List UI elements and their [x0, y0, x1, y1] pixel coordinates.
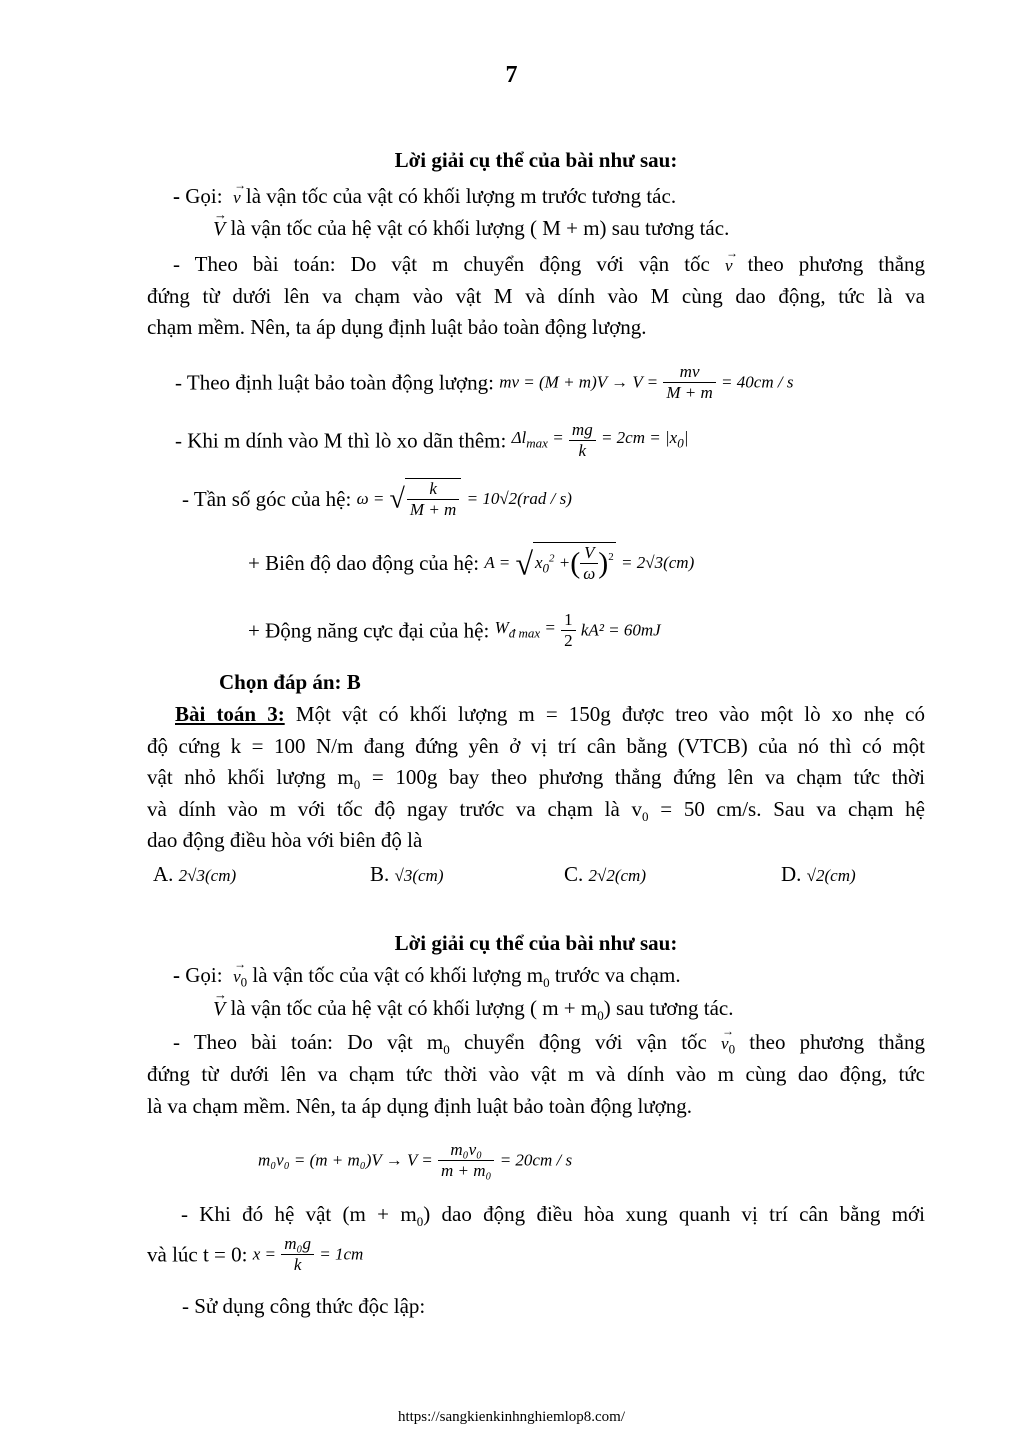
- eq-extension-rhs-end: |: [683, 427, 689, 447]
- goi-v0-text-a: là vận tốc của vật có khối lượng m: [252, 963, 544, 987]
- eq-amplitude-sqrt: √ $x_0^2$ +( $\frac{V}{\omega}$ )$^2$: [515, 543, 614, 583]
- eq-energy-sub: đ max: [508, 625, 541, 641]
- x0-sub: 0: [542, 560, 550, 576]
- v0-vec-sub-inline: 0: [728, 1041, 736, 1057]
- sol2-para2-line2-text: và lúc t = 0:: [147, 1242, 248, 1267]
- frac-den: m + m₀: [441, 1161, 492, 1180]
- frac-num: mv: [663, 362, 715, 383]
- answer-line: Chọn đáp án: B: [219, 670, 361, 694]
- v-vector-symbol: → v: [233, 184, 241, 212]
- eq-omega-lhs: ω =: [356, 489, 385, 508]
- v0-letter: v: [233, 967, 241, 986]
- eq-momentum-fraction: [663, 362, 715, 403]
- eq-extension-sub: max: [526, 435, 548, 451]
- problem3-text4b: = 50 cm/s. Sau va chạm hệ: [648, 797, 925, 821]
- eq-momentum-rhs: = 40cm / s: [721, 372, 794, 392]
- solution-heading-2: Lời giải cụ thể của bài như sau:: [394, 931, 678, 955]
- option-d-label: D.: [781, 862, 802, 886]
- sol1-para-line3: chạm mềm. Nên, ta áp dụng định luật bảo toàn động lượng.: [147, 315, 647, 339]
- eq-omega-sqrt: √ $\frac{k}{M + m}$: [390, 478, 462, 520]
- eq-angular-frequency: [182, 478, 960, 530]
- sol1-para-line1: [147, 250, 925, 280]
- frac-den: ω: [583, 564, 596, 583]
- option-b-label: B.: [370, 862, 390, 886]
- option-b: [370, 860, 444, 890]
- eq-extension-rhs: = 2cm = |x: [600, 427, 678, 447]
- option-a-label: A.: [153, 862, 174, 886]
- v0-vector-symbol: [233, 963, 247, 996]
- sol2-para2-b: ) dao động điều hòa xung quanh vị trí cân bằng mới: [423, 1202, 925, 1226]
- eq-amplitude-text: + Biên độ dao động của hệ:: [248, 551, 480, 575]
- goi-line-V-2: [213, 994, 991, 1030]
- sol2-para2-line2: [147, 1234, 925, 1284]
- option-d: [781, 860, 856, 890]
- option-c-label: C.: [564, 862, 584, 886]
- sol2-para-b: theo phương thẳng: [749, 1030, 925, 1054]
- goi-V2-sub: 0: [597, 1008, 604, 1024]
- goi-line-v: [173, 182, 951, 212]
- problem3-line5: dao động điều hòa với biên độ là: [147, 828, 423, 852]
- sol2-para-a: - Theo bài toán: Do vật m: [173, 1030, 444, 1054]
- eq-energy-rhs: kA² = 60mJ: [580, 620, 661, 640]
- sol1-para-line2: đứng từ dưới lên va chạm vào vật M và dính vào M cùng dao động, tức là va: [147, 284, 925, 308]
- problem3-text3a: vật nhỏ khối lượng m: [147, 765, 354, 789]
- goi-label: Gọi:: [185, 184, 223, 208]
- eq-extension-rhs-sub: 0: [677, 435, 684, 451]
- frac-den: k: [578, 441, 587, 460]
- eq-extension: [175, 420, 953, 470]
- problem3-line3: [147, 763, 925, 799]
- goi-label-2: Gọi:: [185, 963, 223, 987]
- frac-den: M + m: [409, 500, 457, 519]
- eq-energy-eq: =: [544, 617, 556, 637]
- goi-v0-sub: 0: [543, 975, 550, 991]
- eq-momentum-lhs: mv = (M + m)V → V =: [499, 372, 659, 392]
- eq-amplitude-lhs: A =: [484, 553, 511, 572]
- eq-omega-rhs: = 10√2(rad / s): [466, 489, 572, 508]
- eq-omega-text: - Tần số góc của hệ:: [182, 487, 352, 511]
- v0-vec-sub: 0: [240, 974, 248, 990]
- frac-num: k: [407, 479, 459, 500]
- goi-line-v0: [173, 961, 951, 997]
- x0-symbol: x: [535, 553, 543, 573]
- eq-amplitude-fraction: [580, 543, 598, 584]
- sol1-para-a: - Theo bài toán: Do vật m chuyển động với vận tốc: [173, 252, 710, 276]
- option-c-value: 2√2(cm): [588, 866, 646, 885]
- option-b-value: √3(cm): [394, 866, 444, 885]
- problem3-text1: Một vật có khối lượng m = 150g được treo vào một lò xo nhẹ có: [295, 702, 925, 726]
- sol2-para3: - Sử dụng công thức độc lập:: [182, 1294, 426, 1318]
- eq-x-fraction: [281, 1234, 314, 1275]
- x0-sup: 2: [549, 552, 555, 565]
- eq-omega-fraction: [407, 479, 459, 520]
- eq-x-lhs: x =: [252, 1244, 277, 1264]
- problem3-text3b: = 100g bay theo phương thẳng đứng lên va chạm tức thời: [360, 765, 926, 789]
- frac-num: V: [580, 543, 598, 564]
- paren-sup: 2: [608, 551, 614, 563]
- sol2-para2-line1: [147, 1200, 925, 1236]
- goi-prefix-2: -: [173, 963, 186, 987]
- option-d-value: √2(cm): [806, 866, 856, 885]
- problem3-line2: độ cứng k = 100 N/m đang đứng yên ở vị trí cân bằng (VTCB) của nó thì có một: [147, 734, 925, 758]
- options-row: [147, 860, 925, 890]
- eq-amplitude-rhs: = 2√3(cm): [621, 553, 695, 572]
- V-vector-symbol-2: → V: [213, 995, 225, 1023]
- v0-vector-symbol-inline: [721, 1030, 735, 1063]
- v0-letter-inline: v: [721, 1034, 729, 1053]
- eq-extension-fraction: [569, 420, 596, 461]
- problem3-text4a: và dính vào m với tốc độ ngay trước va chạm là v: [147, 797, 643, 821]
- eq-momentum2-lhs: m₀v₀ = (m + m₀)V → V =: [258, 1150, 433, 1170]
- footer-url: https://sangkienkinhnghiemlop8.com/: [397, 1409, 626, 1425]
- sol2-para-a2: chuyển động với vận tốc: [449, 1030, 707, 1054]
- eq-momentum-text: - Theo định luật bảo toàn động lượng:: [175, 370, 494, 395]
- goi-prefix: -: [173, 184, 186, 208]
- sol2-para2-a: - Khi đó hệ vật (m + m: [181, 1202, 417, 1226]
- goi-V2-text-b: ) sau tương tác.: [603, 996, 734, 1020]
- goi-v0-text-b: trước va chạm.: [549, 963, 681, 987]
- v0-sub: 0: [642, 809, 649, 825]
- sol2-para2-sub: 0: [416, 1214, 424, 1230]
- v-vector-symbol-inline: → v: [725, 252, 733, 280]
- problem3-title: Bài toán 3:: [175, 702, 285, 726]
- option-c: [564, 860, 646, 890]
- frac-num: m₀g: [281, 1234, 314, 1255]
- sol1-para-b: theo phương thẳng: [747, 252, 926, 276]
- eq-momentum2-fraction: [438, 1140, 494, 1181]
- eq-energy-lhs: W: [494, 617, 509, 637]
- option-a: [153, 860, 236, 890]
- sol2-para-sub: 0: [443, 1042, 450, 1058]
- frac-den: M + m: [666, 383, 713, 402]
- frac-num: mg: [569, 420, 596, 441]
- goi-line-V: [213, 214, 991, 243]
- plus-sign: +: [558, 553, 571, 573]
- eq-momentum: [175, 362, 953, 412]
- eq-extension-text: - Khi m dính vào M thì lò xo dãn thêm:: [175, 428, 507, 453]
- eq-energy-text: + Động năng cực đại của hệ:: [248, 618, 490, 643]
- eq-momentum-2: [258, 1140, 1023, 1192]
- problem3-line1: [147, 700, 925, 728]
- sol2-para-line3: là va chạm mềm. Nên, ta áp dụng định luật bảo toàn động lượng.: [147, 1094, 693, 1118]
- eq-energy-fraction: [561, 610, 576, 651]
- option-a-value: 2√3(cm): [178, 866, 237, 885]
- eq-extension-eq: =: [552, 427, 564, 447]
- solution-heading-1: Lời giải cụ thể của bài như sau:: [394, 148, 678, 172]
- frac-num: 1: [561, 610, 576, 631]
- frac-den: k: [293, 1255, 302, 1274]
- eq-extension-lhs: Δl: [511, 427, 527, 447]
- frac-den: 2: [564, 631, 573, 650]
- frac-num: m₀v₀: [438, 1140, 494, 1161]
- V-vector-symbol: → V: [213, 215, 225, 243]
- eq-x-rhs: = 1cm: [319, 1244, 364, 1264]
- eq-amplitude: [248, 542, 1023, 600]
- goi-v-text: là vận tốc của vật có khối lượng m trước tương tác.: [245, 184, 677, 208]
- sol2-para-line2: đứng từ dưới lên va chạm tức thời vào vật m và dính vào m cùng dao động, tức: [147, 1062, 925, 1086]
- sol2-para-line1: [147, 1028, 925, 1064]
- m0-sub: 0: [353, 777, 361, 793]
- eq-momentum2-rhs: = 20cm / s: [499, 1150, 573, 1170]
- page-number: 7: [505, 62, 518, 88]
- goi-V2-text-a: là vận tốc của hệ vật có khối lượng ( m + m: [230, 996, 598, 1020]
- goi-V-text: là vận tốc của hệ vật có khối lượng ( M + m) sau tương tác.: [230, 216, 730, 240]
- eq-kinetic-energy: [248, 610, 1023, 660]
